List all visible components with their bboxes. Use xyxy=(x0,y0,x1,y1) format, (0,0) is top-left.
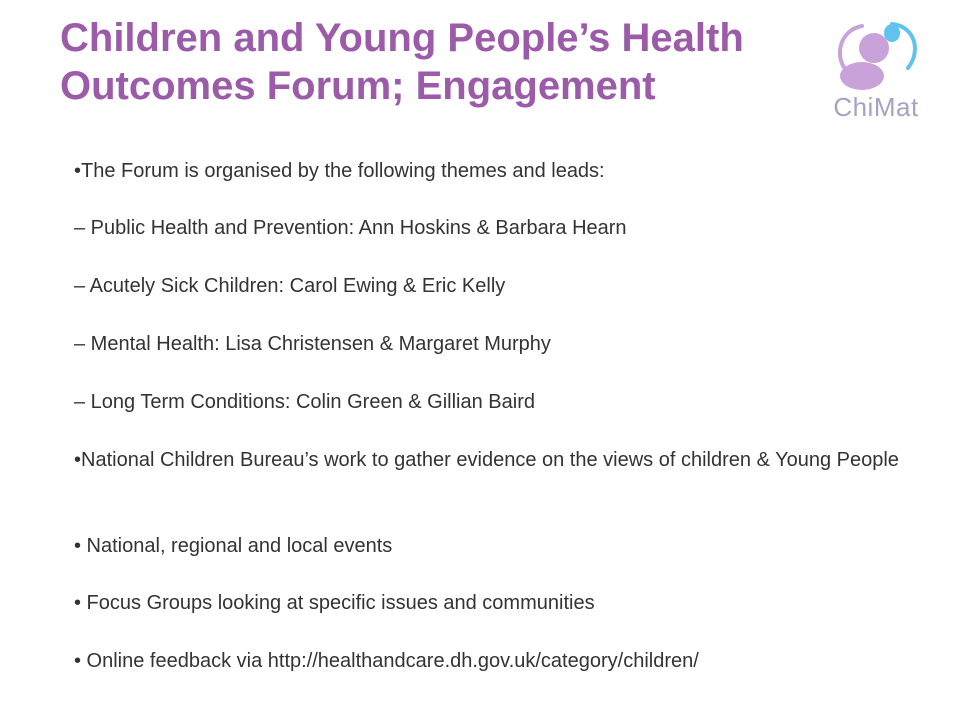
chimat-logo xyxy=(826,12,936,127)
theme-item-mental-health: – Mental Health: Lisa Christensen & Margaret Murphy xyxy=(74,333,551,355)
slide-title xyxy=(60,14,820,110)
bullet-events: • National, regional and local events xyxy=(74,535,393,557)
bullet-online-feedback: • Online feedback via http://healthandcare.dh.gov.uk/category/children/ xyxy=(74,650,699,672)
bullet-focus-groups: • Focus Groups looking at specific issues and communities xyxy=(74,592,595,614)
theme-item-acutely-sick: – Acutely Sick Children: Carol Ewing & Eric Kelly xyxy=(74,275,506,297)
theme-item-public-health: – Public Health and Prevention: Ann Hoskins & Barbara Hearn xyxy=(74,217,627,239)
intro-bullet: •The Forum is organised by the following themes and leads: xyxy=(74,160,605,182)
ncb-bullet: •National Children Bureau’s work to gather evidence on the views of children & Young People xyxy=(74,449,899,471)
slide-title-line-2: Outcomes Forum; Engagement xyxy=(60,64,656,108)
chimat-logo-mark-icon xyxy=(826,12,926,94)
theme-item-long-term: – Long Term Conditions: Colin Green & Gillian Baird xyxy=(74,391,535,413)
slide-title-line-1: Children and Young People’s Health xyxy=(60,16,744,60)
chimat-logo-text: ChiMat xyxy=(833,92,919,122)
